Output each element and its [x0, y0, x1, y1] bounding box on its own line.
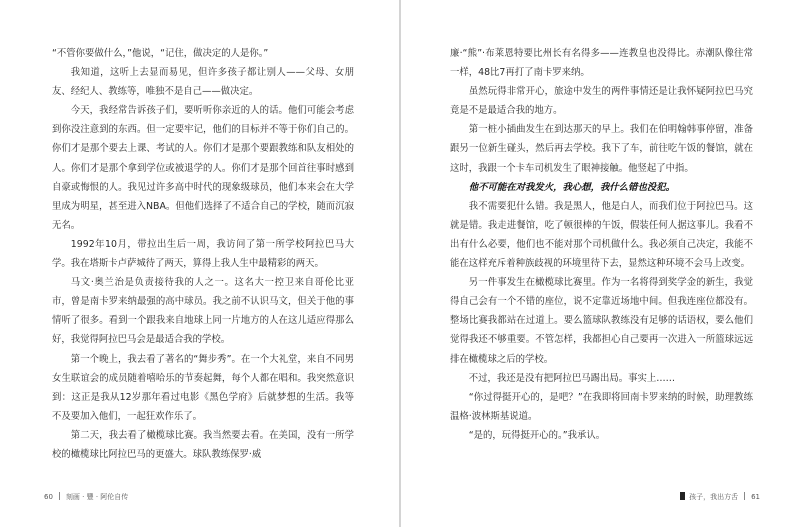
page-number: 60 — [44, 493, 53, 501]
paragraph: 第二天，我去看了橄榄球比赛。我当然要去看。在美国，没有一所学校的橄榄球比阿拉巴马的更盛大。球队教练保罗·威 — [52, 429, 354, 460]
paragraph: 虽然玩得非常开心，旅途中发生的两件事情还是让我怀疑阿拉巴马究竟是不是最适合我的地方。 — [450, 86, 753, 117]
right-footer — [680, 492, 760, 502]
chapter-marker-icon — [680, 492, 685, 500]
running-title: 刻画 · 豐 · 阿伦自传 — [65, 493, 129, 501]
paragraph: “你过得挺开心的，是吧？”在我即将回南卡罗来纳的时候，助理教练温格·波林斯基说道。 — [450, 391, 753, 422]
paragraph: “不管你要做什么，”他说，“记住，做决定的人是你。” — [52, 48, 269, 59]
paragraph: 另一件事发生在橄榄球比赛里。作为一名将得到奖学金的新生，我觉得自己会有一个不错的座位，说不定靠近场地中间。但我连座位都没有。整场比赛我都站在过道上。要么篮球队教练没有足够的话语权，要么他们觉得我还不够重要。不管怎样，我都担心自己要再一次进入一所篮球远远排在橄榄球之后的学校。 — [450, 277, 753, 365]
left-page-text — [52, 44, 354, 464]
paragraph: 我知道，这听上去显而易见，但许多孩子都让别人——父母、女朋友、经纪人、教练等，唯独不是自己——做决定。 — [52, 67, 354, 98]
running-title: 孩子，我出方舌 — [689, 493, 739, 501]
left-page — [0, 0, 399, 527]
page-number: 61 — [751, 493, 760, 501]
right-page-text — [450, 44, 753, 445]
right-page — [401, 0, 800, 527]
paragraph: 不过，我还是没有把阿拉巴马踢出局。事实上…… — [468, 372, 676, 384]
paragraph: 廉·“熊”·布莱恩特要比州长有名得多——连教皇也没得比。赤潮队像往常一样，48比7再打了南卡罗来纳。 — [450, 48, 753, 79]
paragraph: 马文·奥兰治是负责接待我的人之一。这名大一控卫来自哥伦比亚市，曾是南卡罗来纳最强的高中球员。我之前不认识马文，但关于他的事情听了很多。看到一个跟我来自地球上同一片地方的人在这儿适应得那么好，我觉得阿拉巴马会是最适合我的学校。 — [52, 277, 354, 346]
footer-divider — [59, 492, 60, 500]
footer-divider — [744, 492, 745, 500]
paragraph: “是的，玩得挺开心的。”我承认。 — [468, 429, 606, 441]
paragraph: 第一桩小插曲发生在到达那天的早上。我们在伯明翰韩事停留，准备跟另一位新生碰头，然后再去学校。我下了车，前往吃午饭的餐馆，就在这时，我跟一个卡车司机发生了眼神接触。他竖起了中指。 — [450, 124, 753, 174]
left-footer — [44, 492, 128, 502]
paragraph: 1992年10月，带拉出生后一周，我访问了第一所学校阿拉巴马大学。我在塔斯卡卢萨城待了两天，算得上我人生中最精彩的两天。 — [52, 238, 354, 270]
paragraph: 第一个晚上，我去看了著名的“舞步秀”。在一个大礼堂，来自不同男女生联谊会的成员随着嘻哈乐的节奏起舞，每个人都在唱和。我突然意识到：这正是我从12岁那年看过电影《黑色学府》后就梦想的生活。我等不及要加入他们，一起狂欢作乐了。 — [52, 353, 354, 422]
paragraph: 今天，我经常告诉孩子们，要听听你亲近的人的话。他们可能会考虑到你没注意到的东西。但一定要牢记，他们的目标并不等于你们自己的。你们才是那个要去上课、考试的人。你们才是那个要跟教练和队友相处的人。你们才是那个拿到学位或被退学的人。你们才是那个回首往事时感到自豪或悔恨的人。我见过许多高中时代的现象级球员，他们本来会在大学里成为明星，甚至进入NBA。但他们选择了不适合自己的学校，随而沉寂无名。 — [52, 105, 354, 231]
paragraph: 我不需要犯什么错。我是黑人，他是白人，而我们位于阿拉巴马。这就是错。我走进餐馆，吃了顿很棒的午饭，假装任何人据这事儿。我看不出有什么必要，他们也不能对那个司机做什么。我必须自己决定，我能不能在这样充斥着种族歧视的环境里待下去，显然这种环境不会马上改变。 — [450, 200, 753, 270]
italic-thought: 他不可能在对我发火，我心想，我什么错也没犯。 — [468, 181, 676, 193]
